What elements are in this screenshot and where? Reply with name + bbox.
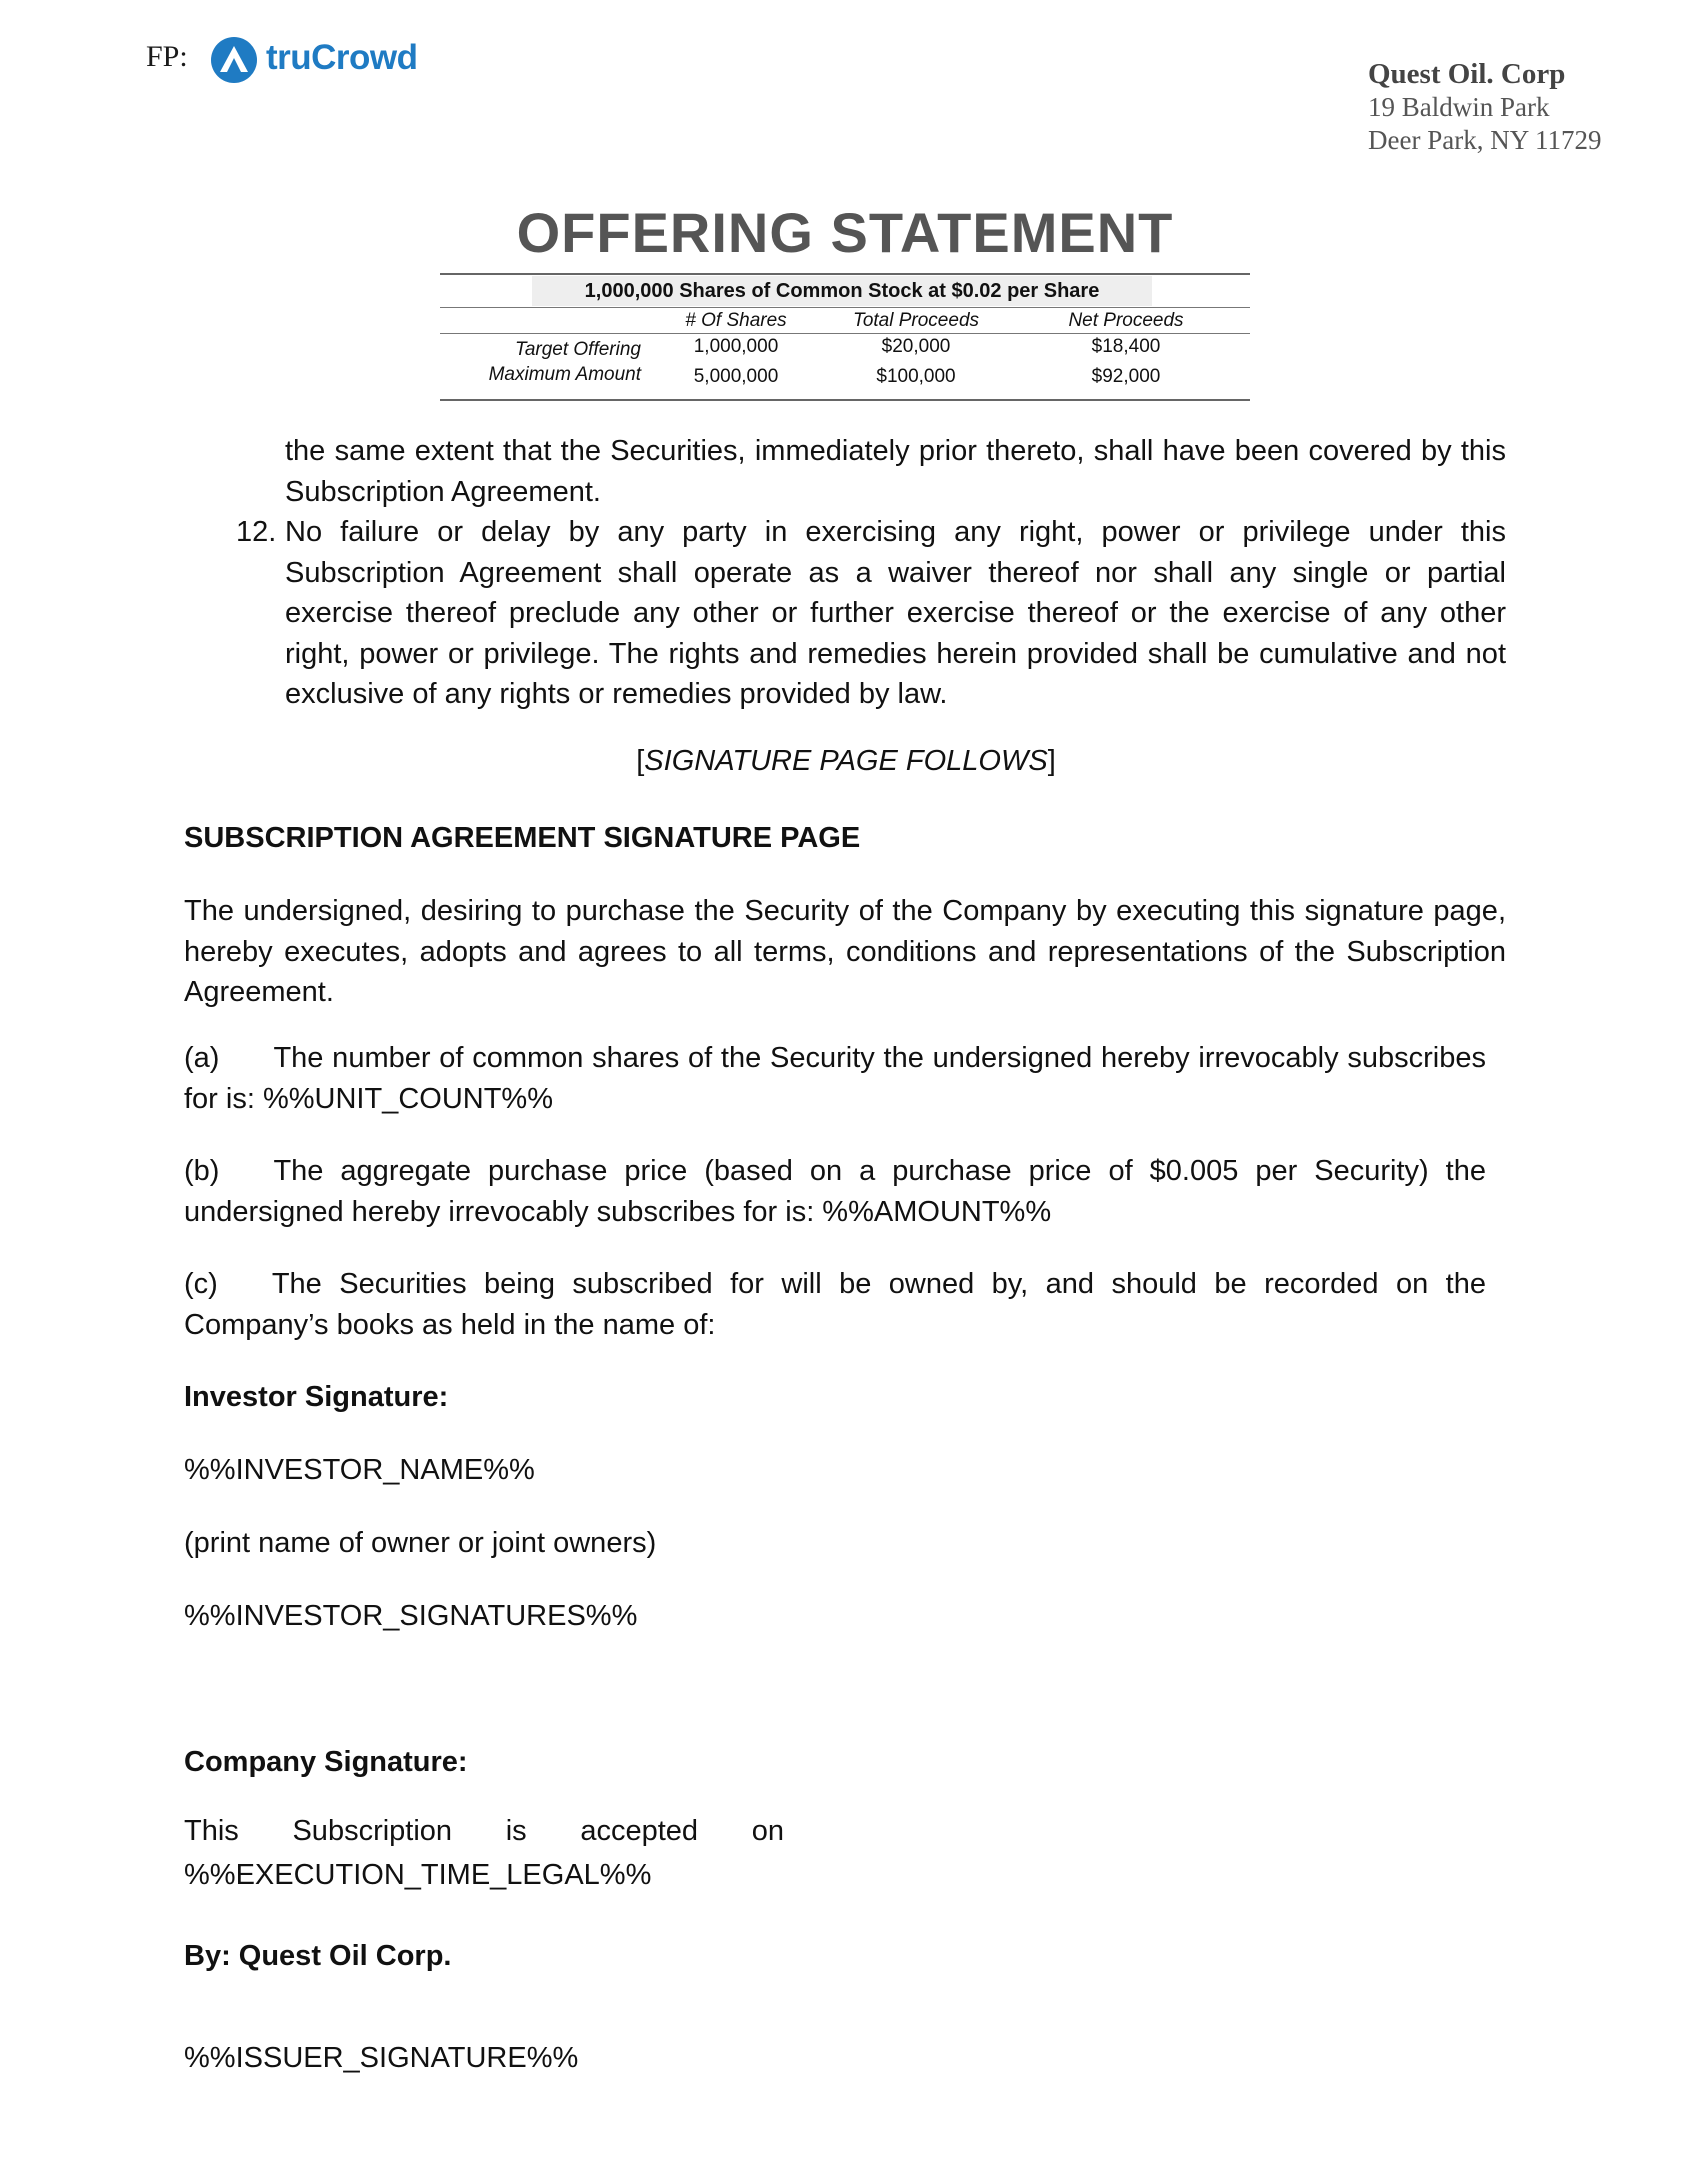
signature-page-heading: SUBSCRIPTION AGREEMENT SIGNATURE PAGE [184,822,861,854]
item-12-paragraph: No failure or delay by any party in exercising any right, power or privilege under this Subscription Agreement shall operate as a waiver thereof nor shall any single or partial exercise thereof preclude any other or further exercise thereof or the exercise of any other right, power or privilege. The rights and remedies herein provided shall be cumulative and not exclusive of any rights or remedies provided by law. [285,516,1506,710]
address-line-1: 19 Baldwin Park [1368,92,1550,122]
target-net: $18,400 [1091,336,1161,357]
table-mid-rule [440,307,1250,308]
trucrowd-logo-icon [210,36,258,84]
accepted-word: This [184,1815,239,1847]
maximum-net: $92,000 [1091,366,1161,387]
maximum-shares: 5,000,000 [693,366,779,387]
company-signature-heading: Company Signature: [184,1746,468,1778]
col-header-shares: # Of Shares [685,310,787,331]
fp-label: FP: [146,40,188,73]
accepted-word: Subscription [292,1815,453,1847]
clause-a [184,1038,1486,1119]
table-bottom-rule [440,399,1250,401]
clause-c [184,1264,1486,1345]
execution-time-field: %%EXECUTION_TIME_LEGAL%% [184,1859,652,1891]
signature-follows-text: SIGNATURE PAGE FOLLOWS [644,745,1048,777]
bracket-open: [ [636,745,645,777]
by-line: By: Quest Oil Corp. [184,1940,452,1972]
clause-b-text: The aggregate purchase price (based on a purchase price of $0.005 per Security) the undersigned hereby irrevocably subscribes for is: %%AMOUNT%% [184,1155,1486,1228]
clause-c-text: The Securities being subscribed for will be owned by, and should be recorded on the Company’s books as held in the name of: [184,1268,1486,1341]
investor-name-field: %%INVESTOR_NAME%% [184,1454,535,1486]
investor-signatures-field: %%INVESTOR_SIGNATURES%% [184,1600,638,1632]
table-header-rule [440,333,1250,334]
clause-c-label: (c) [184,1268,218,1300]
item-12-number: 12. [236,516,277,548]
shares-line: 1,000,000 Shares of Common Stock at $0.02 per Share [532,276,1152,306]
col-header-total: Total Proceeds [852,310,980,331]
issuer-signature-field: %%ISSUER_SIGNATURE%% [184,2042,579,2074]
trucrowd-logo-text: truCrowd [266,38,418,77]
company-address-block [1368,58,1601,157]
table-top-rule [440,273,1250,275]
target-shares: 1,000,000 [693,336,779,357]
target-total: $20,000 [881,336,951,357]
intro-paragraph: The undersigned, desiring to purchase the Security of the Company by executing this signature page, hereby executes, adopts and agrees to all terms, conditions and representations of the Subscription Agreement. [184,895,1506,1008]
offering-title: OFFERING STATEMENT [516,201,1174,264]
continuation-paragraph: the same extent that the Securities, immediately prior thereto, shall have been covered by this Subscription Agreement. [285,435,1506,508]
address-line-2: Deer Park, NY 11729 [1368,125,1602,155]
clause-a-label: (a) [184,1042,220,1074]
row-label-target: Target Offering [514,339,641,360]
signature-follows [0,745,1692,778]
accepted-line [184,1815,784,1848]
clause-b-label: (b) [184,1155,220,1187]
company-name: Quest Oil. Corp [1368,58,1566,90]
row-label-maximum: Maximum Amount [488,364,641,385]
accepted-word: on [751,1815,784,1847]
clause-a-text: The number of common shares of the Security the undersigned hereby irrevocably subscribes for is: %%UNIT_COUNT%% [184,1042,1486,1115]
investor-signature-heading: Investor Signature: [184,1381,449,1413]
maximum-total: $100,000 [876,366,956,387]
accepted-word: accepted [580,1815,699,1847]
print-name-note: (print name of owner or joint owners) [184,1527,657,1559]
clause-b [184,1151,1486,1232]
accepted-word: is [505,1815,527,1847]
col-header-net: Net Proceeds [1068,310,1184,331]
bracket-close: ] [1047,745,1056,777]
